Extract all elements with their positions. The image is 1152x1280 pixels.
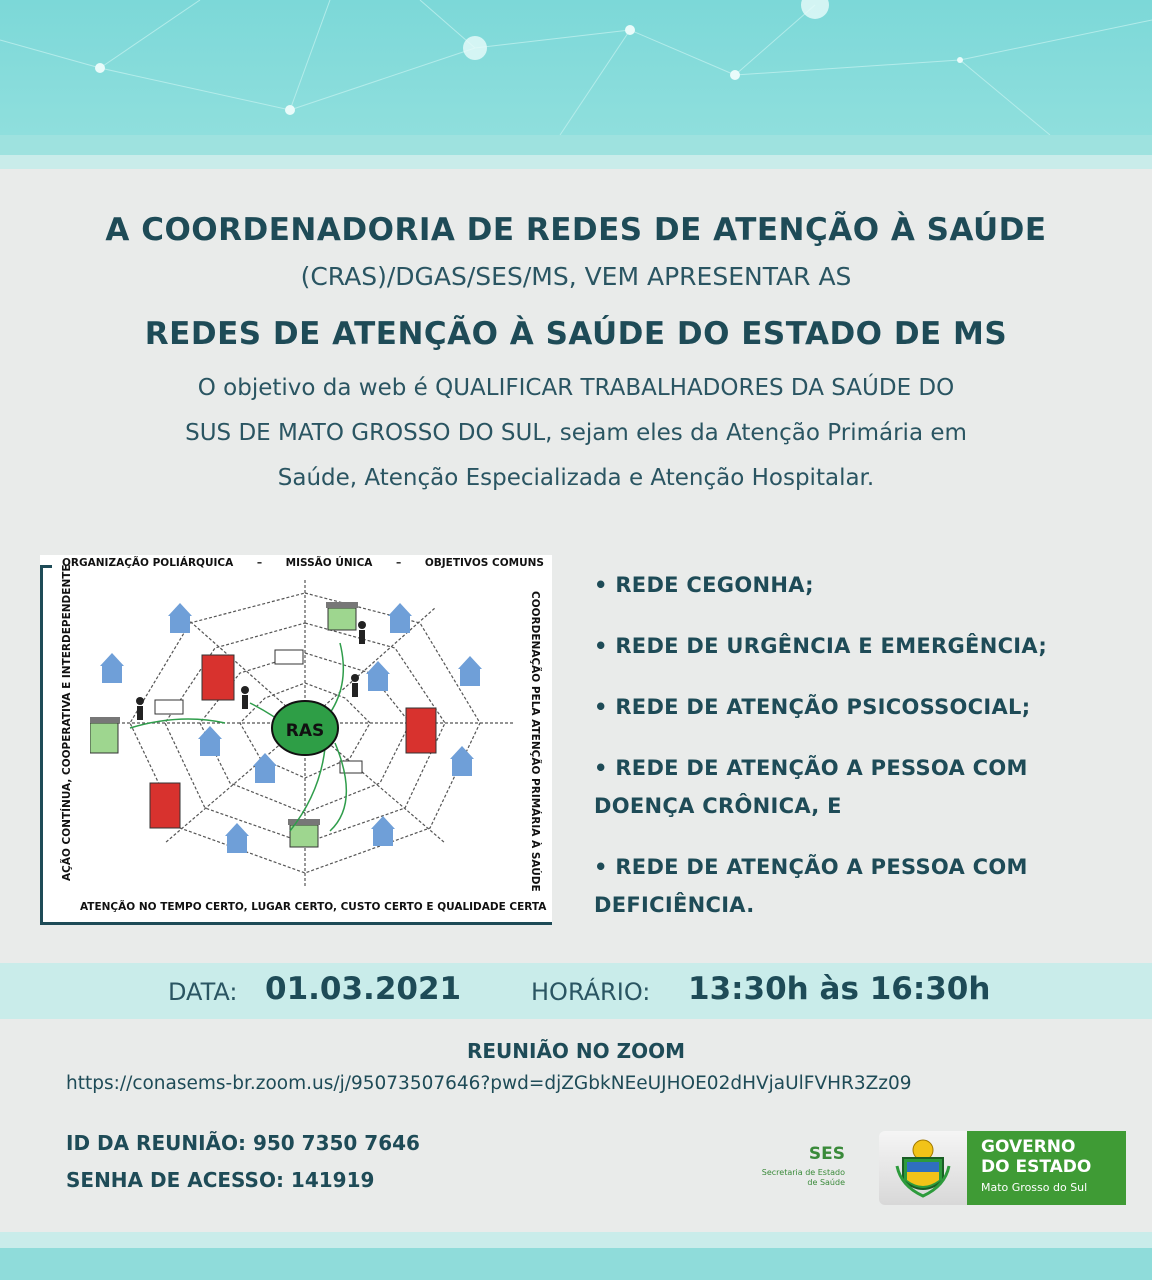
diagram-left-label: AÇÃO CONTÍNUA, COOPERATIVA E INTERDEPENDENTE <box>61 564 73 881</box>
government-logo <box>879 1131 1126 1205</box>
objective-description <box>0 366 1152 501</box>
ras-web-diagram <box>40 555 552 925</box>
meeting-password: SENHA DE ACESSO: 141919 <box>66 1168 375 1192</box>
state-crest-icon <box>879 1131 967 1205</box>
time-value: 13:30h às 16:30h <box>688 971 991 1007</box>
top-stripe <box>0 135 1152 155</box>
list-item: • REDE CEGONHA; <box>594 573 814 597</box>
frame-line <box>40 565 43 925</box>
list-item: • REDE DE ATENÇÃO A PESSOA COM DOENÇA CRÔNICA, E <box>594 756 1028 818</box>
heading-networks: REDES DE ATENÇÃO À SAÚDE DO ESTADO DE MS <box>144 316 1008 352</box>
frame-line <box>40 922 552 925</box>
ses-logo <box>745 1144 845 1188</box>
time-label: HORÁRIO: <box>531 978 651 1006</box>
diagram-bottom-label: ATENÇÃO NO TEMPO CERTO, LUGAR CERTO, CUSTO CERTO E QUALIDADE CERTA <box>80 901 547 913</box>
frame-line <box>40 565 52 568</box>
heading-coordination: A COORDENADORIA DE REDES DE ATENÇÃO À SAÚDE <box>105 212 1047 248</box>
date-label: DATA: <box>168 978 238 1006</box>
zoom-title: REUNIÃO NO ZOOM <box>466 1039 686 1063</box>
ses-subtitle: Secretaria de Estado de Saúde <box>761 1168 845 1187</box>
description-line: SUS DE MATO GROSSO DO SUL, sejam eles da Atenção Primária em <box>185 420 967 446</box>
diagram-top-label: ORGANIZAÇÃO POLIÁRQUICA – MISSÃO ÚNICA – OBJETIVOS COMUNS <box>62 557 544 569</box>
list-item: • REDE DE URGÊNCIA E EMERGÊNCIA; <box>594 634 1048 658</box>
meeting-id: ID DA REUNIÃO: 950 7350 7646 <box>66 1131 420 1155</box>
list-item: • REDE DE ATENÇÃO PSICOSSOCIAL; <box>594 695 1031 719</box>
description-line: O objetivo da web é QUALIFICAR TRABALHADORES DA SAÚDE DO <box>197 375 955 401</box>
description-line: Saúde, Atenção Especializada e Atenção Hospitalar. <box>277 465 875 491</box>
list-item: • REDE DE ATENÇÃO A PESSOA COM DEFICIÊNCIA. <box>594 855 1028 917</box>
government-text: GOVERNO DO ESTADO Mato Grosso do Sul <box>967 1131 1126 1205</box>
ses-title: SES <box>808 1144 845 1164</box>
top-stripe-light <box>0 155 1152 169</box>
date-value: 01.03.2021 <box>265 971 462 1007</box>
heading-subtitle: (CRAS)/DGAS/SES/MS, VEM APRESENTAR AS <box>300 262 852 291</box>
bottom-stripe <box>0 1248 1152 1280</box>
networks-list <box>594 566 1134 947</box>
zoom-link[interactable]: https://conasems-br.zoom.us/j/95073507646?pwd=djZGbkNEeUJHOE02dHVjaUlFVHR3Zz09 <box>66 1073 912 1094</box>
ras-center-label: RAS <box>285 721 325 741</box>
network-pattern-graphic <box>0 0 1152 135</box>
spider-web-graphic <box>90 573 520 893</box>
bottom-stripe-light <box>0 1232 1152 1248</box>
top-network-banner <box>0 0 1152 135</box>
diagram-right-label: COORDENAÇÃO PELA ATENÇÃO PRIMÁRIA À SAÚDE <box>529 591 541 892</box>
